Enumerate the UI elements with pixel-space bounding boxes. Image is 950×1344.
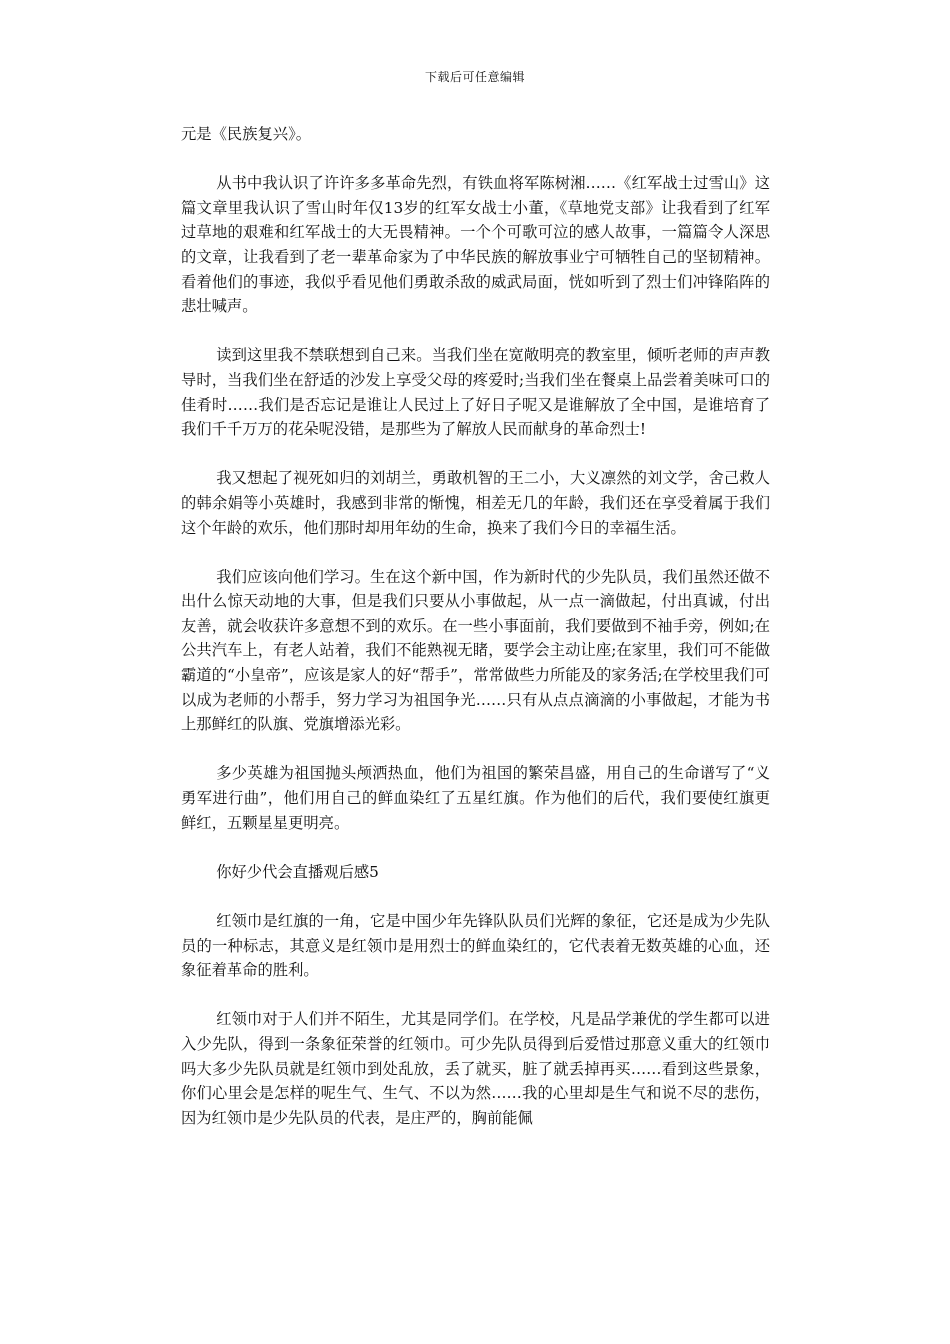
section-heading: 你好少代会直播观后感5 xyxy=(216,862,379,881)
paragraph-young-heroes: 我又想起了视死如归的刘胡兰，勇敢机智的王二小，大义凛然的刘文学，舍己救人的韩余娟等小英雄时，我感到非常的惭愧，相差无几的年龄，我们还在享受着属于我们这个年龄的欢乐，他们那时却用年幼的生命，换来了我们今日的幸福生活。 xyxy=(181,469,770,537)
paragraph-learn-from-them: 我们应该向他们学习。生在这个新中国，作为新时代的少先队员，我们虽然还做不出什么惊天动地的大事，但是我们只要从小事做起，从一点一滴做起，付出真诚，付出友善，就会收获许多意想不到的欢乐。在一些小事面前，我们要做到不袖手旁，例如;在公共汽车上，有老人站着，我们不能熟视无睹，要学会主动让座;在家里，我们可不能做霸道的“小皇帝”，应该是家人的好“帮手”，常常做些力所能及的家务活;在学校里我们可以成为老师的小帮手，努力学习为祖国争光……只有从点点滴滴的小事做起，才能为书上那鲜红的队旗、党旗增添光彩。 xyxy=(181,567,770,734)
page-header: 下载后可任意编辑 xyxy=(424,70,525,84)
document-body xyxy=(181,122,770,1155)
paragraph-reflection: 读到这里我不禁联想到自己来。当我们坐在宽敞明亮的教室里，倾听老师的声声教导时，当我们坐在舒适的沙发上享受父母的疼爱时;当我们坐在餐桌上品尝着美味可口的佳肴时……我们是否忘记是谁让人民过上了好日子呢又是谁解放了全中国，是谁培育了我们千千万万的花朵呢没错，是那些为了解放人民而献身的革命烈士! xyxy=(181,346,770,439)
paragraph-martyrs-book: 从书中我认识了许许多多革命先烈，有铁血将军陈树湘……《红军战士过雪山》这篇文章里我认识了雪山时年仅13岁的红军女战士小董，《草地党支部》让我看到了红军过草地的艰难和红军战士的大无畏精神。一个个可歌可泣的感人故事，一篇篇令人深思的文章，让我看到了老一辈革命家为了中华民族的解放事业宁可牺牲自己的坚韧精神。看着他们的事迹，我似乎看见他们勇敢杀敌的威武局面，恍如听到了烈士们冲锋陷阵的悲壮喊声。 xyxy=(181,174,770,316)
paragraph-red-scarf-care: 红领巾对于人们并不陌生，尤其是同学们。在学校，凡是品学兼优的学生都可以进入少先队，得到一条象征荣誉的红领巾。可少先队员得到后爱惜过那意义重大的红领巾吗大多少先队员就是红领巾到处乱放，丢了就买，脏了就丢掉再买……看到这些景象，你们心里会是怎样的呢生气、生气、不以为然……我的心里却是生气和说不尽的悲伤，因为红领巾是少先队员的代表，是庄严的，胸前能佩 xyxy=(181,1010,770,1127)
paragraph-flag: 多少英雄为祖国抛头颅洒热血，他们为祖国的繁荣昌盛，用自己的生命谱写了“义勇军进行曲”，他们用自己的鲜血染红了五星红旗。作为他们的后代，我们要使红旗更鲜红，五颗星星更明亮。 xyxy=(181,764,770,832)
paragraph-continuation: 元是《民族复兴》。 xyxy=(181,125,312,143)
paragraph-red-scarf-meaning: 红领巾是红旗的一角，它是中国少年先锋队队员们光辉的象征，它还是成为少先队员的一种标志，其意义是红领巾是用烈士的鲜血染红的，它代表着无数英雄的心血，还象征着革命的胜利。 xyxy=(181,912,770,980)
